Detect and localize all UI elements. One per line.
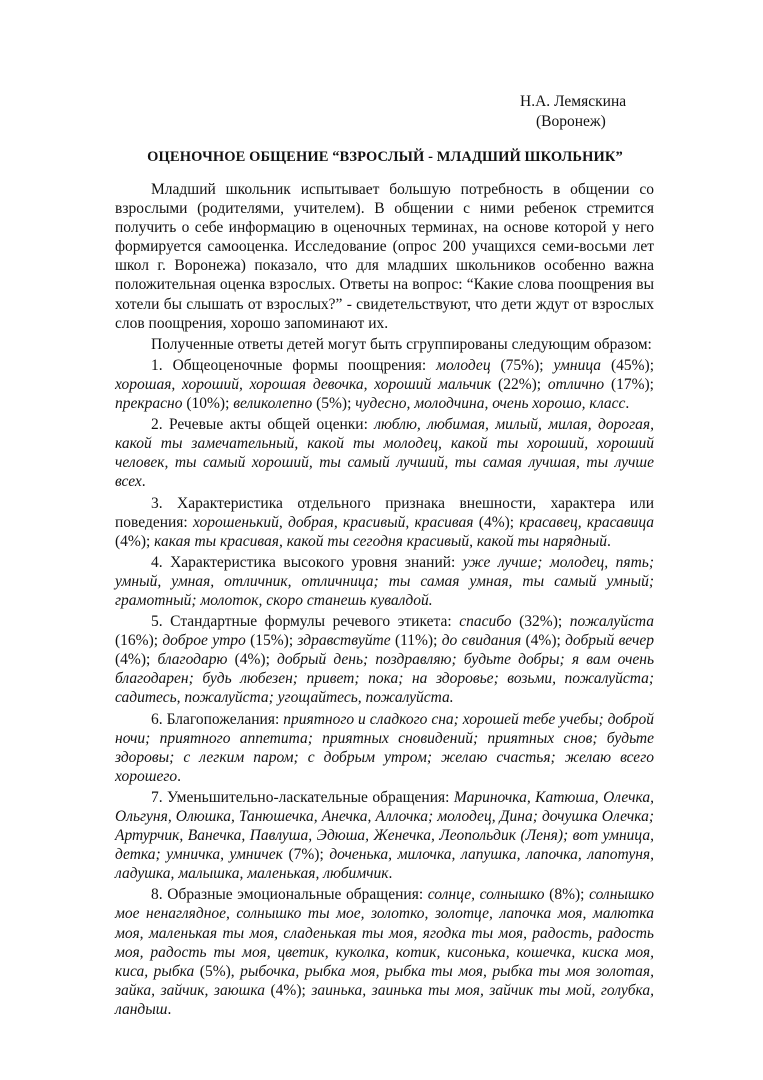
text-run: рыбочка, рыбка моя, рыбка ты моя, рыбка ты моя золотая, зайка, зайчик, заюшка xyxy=(115,962,654,999)
text-run: красавец, красавица xyxy=(519,513,655,531)
text-run: . xyxy=(625,395,630,413)
text-run: 8. Образные эмоциональные обращения: xyxy=(151,886,428,904)
text-run: 5. Стандартные формулы речевого этикета: xyxy=(151,613,460,631)
text-run: (75%); xyxy=(490,356,554,374)
text-run: люблю, любимая, милый, милая, дорогая, какой ты замечательный, какой ты молодец, какой ты хороший, хороший человек, ты самый хороший, ты самый лучший, ты самая лучшая, ты лучше всех xyxy=(115,416,654,491)
text-run: Полученные ответы детей могут быть сгруппированы следующим образом: xyxy=(151,335,652,353)
text-run: . xyxy=(167,1000,172,1018)
text-run: (8%); xyxy=(544,886,590,904)
text-run: доченька, милочка, лапушка, лапочка, лапотуня, ладушка, малышка, маленькая, любимчик xyxy=(115,846,655,883)
text-run: заинька, заинька ты моя, зайчик ты мой, голубка, ландыш xyxy=(115,981,654,1018)
text-run: молодец xyxy=(436,356,491,374)
text-run: 2. Речевые акты общей оценки: xyxy=(151,416,375,434)
text-run: (4%); xyxy=(227,651,278,669)
text-run: (5%), xyxy=(194,962,241,980)
paragraph-grouping xyxy=(115,335,654,354)
author-city: (Воронеж) xyxy=(536,113,606,130)
text-run: пожалуйста xyxy=(569,613,655,631)
text-run: 6. Благопожелания: xyxy=(151,710,284,728)
text-run: . xyxy=(607,532,611,550)
text-run: (4%); xyxy=(115,532,155,550)
text-run: (4%); xyxy=(473,513,520,531)
paragraph-item-8 xyxy=(115,885,654,1019)
text-run: (11%); xyxy=(390,632,442,650)
text-run: (7%); xyxy=(282,846,330,864)
text-run: какая ты красивая, какой ты сегодня красивый, какой ты нарядный xyxy=(154,532,608,550)
text-run: Младший школьник испытывает большую потребность в общении со взрослыми (родителями, учителем). В общении с ними ребенок стремится получить о себе информацию в оценочных терминах, на основе которой у него формируется самооценка. Исследование (опрос 200 учащихся семи-восьми лет школ г. Воронежа) показало, что для младших школьников особенно важна положительная оценка взрослых. Ответы на вопрос: “Какие слова поощрения вы хотели бы слышать от взрослых?” - свидетельствуют, что дети ждут от взрослых слов поощрения, хорошо запоминают их. xyxy=(115,181,654,332)
text-run: (22%); xyxy=(491,375,548,393)
paragraph-item-4 xyxy=(115,553,654,610)
paragraph-item-2 xyxy=(115,415,654,491)
text-run: хорошенький, добрая, красивый, красивая xyxy=(193,513,474,531)
text-run: отлично xyxy=(547,375,605,393)
text-run: солнце, солнышко xyxy=(427,886,545,904)
text-run: (4%); xyxy=(115,651,158,669)
text-run: добрый вечер xyxy=(565,632,654,650)
paragraph-item-6 xyxy=(115,710,654,786)
author-name: Н.А. Лемяскина xyxy=(520,93,627,110)
text-run: 3. Характеристика отдельного признака внешности, характера или поведения: xyxy=(115,494,654,531)
text-run: (45%); xyxy=(601,356,654,374)
paragraph-item-7 xyxy=(115,788,654,883)
text-run: до свидания xyxy=(441,632,522,650)
author-block xyxy=(520,92,660,132)
text-run: (15%); xyxy=(245,632,298,650)
text-run: уже лучше; молодец, пять; умный, умная, отличник, отличница; ты самая умная, ты самый умный; грамотный; молоток, скоро станешь кувалдой. xyxy=(115,553,654,609)
paragraph-item-1 xyxy=(115,356,654,413)
text-run: (32%); xyxy=(511,613,570,631)
text-run: приятного и сладкого сна; хорошей тебе учебы; доброй ночи; приятного аппетита; приятных сновидений; приятных снов; будьте здоровы; с легким паром; с добрым утром; желаю счастья; желаю всего хорошего xyxy=(115,710,655,785)
text-run: великолепно xyxy=(233,395,313,413)
text-run: Мариночка, Катюша, Олечка, Ольгуня, Олюшка, Танюшечка, Анечка, Аллочка; молодец, Дина; дочушка Олечка; Артурчик, Ванечка, Павлуша, Эдюша, Женечка, Леопольдик (Леня); вот умница, детка; умничка, умничек xyxy=(115,788,654,864)
text-run: . xyxy=(177,767,181,785)
text-run: (16%); xyxy=(115,632,163,650)
text-run: (4%); xyxy=(264,981,312,999)
text-run: доброе утро xyxy=(162,632,246,650)
text-run: (5%); xyxy=(312,395,356,413)
text-run: прекрасно xyxy=(115,395,183,413)
text-run: чудесно, молодчина, очень хорошо, класс xyxy=(355,395,626,413)
article-title: ОЦЕНОЧНОЕ ОБЩЕНИЕ “ВЗРОСЛЫЙ - МЛАДШИЙ ШКОЛЬНИК” xyxy=(147,149,623,165)
text-run: . xyxy=(388,865,393,883)
text-run: добрый день; поздравляю; будьте добры; я вам очень благодарен; будь любезен; привет; пока; на здоровье; возьми, пожалуйста; садитесь, пожалуйста; угощайтесь, пожалуйста. xyxy=(115,651,654,707)
text-run: (10%); xyxy=(182,395,234,413)
text-run: 7. Уменьшительно-ласкательные обращения: xyxy=(151,788,454,806)
text-run: (4%); xyxy=(521,632,566,650)
text-run: здравствуйте xyxy=(297,632,391,650)
text-run: . xyxy=(141,473,146,491)
text-run: хорошая, хороший, хорошая девочка, хороший мальчик xyxy=(115,375,492,393)
paragraph-item-5 xyxy=(115,612,654,707)
text-run: солнышко мое ненаглядное, солнышко ты мое, золотко, золотце, лапочка моя, малютка моя, маленькая ты моя, сладенькая ты моя, ягодка ты моя, радость, радость моя, радость ты моя, цветик, куколка, котик, кисонька, кошечка, киска моя, киса, рыбка xyxy=(115,886,654,980)
text-run: благодарю xyxy=(157,651,228,669)
text-run: (17%); xyxy=(604,375,654,393)
article-body xyxy=(115,180,654,1021)
text-run: спасибо xyxy=(459,613,512,631)
paragraph-intro xyxy=(115,180,654,333)
paragraph-item-3 xyxy=(115,494,654,551)
text-run: умница xyxy=(553,356,602,374)
text-run: 4. Характеристика высокого уровня знаний: xyxy=(151,553,463,571)
text-run: 1. Общеоценочные формы поощрения: xyxy=(151,356,437,374)
